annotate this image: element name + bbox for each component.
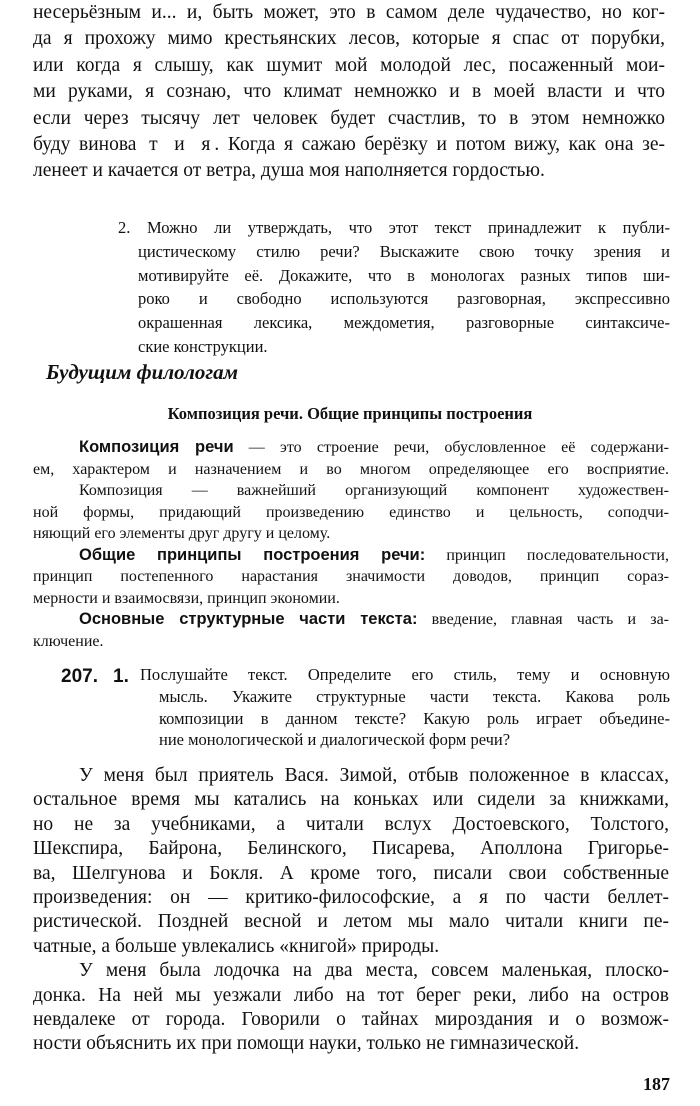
page-number: 187 <box>643 1074 670 1094</box>
text-line: ности объяснить их при помощи науки, только не гимназической. <box>33 1033 580 1055</box>
task-2 <box>118 216 670 359</box>
text-line: если через тысячу лет человек будет счастлив, то в этом немножко <box>33 107 665 129</box>
text-line: ем, характером и назначением и во многом определяющее его восприятие. <box>33 460 669 478</box>
text-fragment: буду винова <box>33 134 137 156</box>
exercise-instructions <box>140 664 670 751</box>
emphasized-text: т и я <box>136 134 215 156</box>
text-line: Послушайте текст. Определите его стиль, тему и основную <box>140 665 670 684</box>
text-line: У меня была лодочка на два места, совсем маленькая, плоско- <box>79 960 669 982</box>
text-fragment: принцип последовательности, <box>425 546 669 564</box>
text-line: ние монологической и диалогической форм речи? <box>159 730 511 750</box>
text-line: или когда я слышу, как шумит мой молодой лес, посаженный мои- <box>33 54 665 76</box>
text-line: принцип постепенного нарастания значимости доводов, принцип сораз- <box>33 568 669 585</box>
term-composition: Композиция речи <box>79 438 234 456</box>
text-line: мысль. Укажите структурные части текста. Какова роль <box>159 686 670 706</box>
text-line <box>33 437 669 459</box>
text-line: ристической. Поздней весной и летом мы мало читали книги пе- <box>33 911 669 933</box>
text-line: остальное время мы катались на коньках или сидели за книжками, <box>33 789 669 811</box>
text-line: няющий его элементы друг другу и целому. <box>33 525 331 542</box>
text-line <box>33 132 665 158</box>
section-subtitle: Композиция речи. Общие принципы построения <box>167 404 533 423</box>
exercise-subnumber: 1. <box>113 666 129 687</box>
text-line: но не за учебниками, а читали вслух Достоевского, Толстого, <box>33 813 669 835</box>
text-line: цистическому стилю речи? Выскажите свою точку зрения и <box>138 241 670 261</box>
text-line: мерности и взаимосвязи, принцип экономии. <box>33 589 340 607</box>
text-line: невдалеке от города. Говорили о тайнах мироздания и о возмож- <box>33 1009 669 1031</box>
intro-paragraph <box>33 0 665 185</box>
text-line: ми руками, я сознаю, что климат немножко и в моей власти и что <box>33 81 665 103</box>
text-line: Композиция — важнейший организующий компонент художествен- <box>79 482 669 499</box>
section-title: Будущим филологам <box>46 360 238 384</box>
text-line: Шекспира, Байрона, Белинского, Писарева, Аполлона Григорье- <box>33 838 669 860</box>
text-fragment: — это строение речи, обусловленное её содержани- <box>233 439 669 456</box>
text-fragment: . Когда я сажаю берёзку и потом вижу, как она зе- <box>214 134 665 156</box>
text-line: ва, Шелгунова и Бокля. А кроме того, писали свои собственные <box>33 862 669 884</box>
term-principles: Общие принципы построения речи: <box>79 545 426 564</box>
text-line: композиции в данном тексте? Какую роль играет объедине- <box>159 708 670 728</box>
text-fragment: введение, главная часть и за- <box>417 611 669 628</box>
text-line: ские конструкции. <box>138 336 268 356</box>
text-line: несерьёзным и... и, быть может, это в самом деле чудачество, но ког- <box>33 2 665 23</box>
theory-block <box>33 437 669 652</box>
text-line <box>33 609 669 631</box>
text-line: роко и свободно используются разговорная, экспрессивно <box>138 289 670 309</box>
text-line: донка. На ней мы уезжали либо на тот берег реки, либо на остров <box>33 984 669 1006</box>
text-line: ленеет и качается от ветра, душа моя наполняется гордостью. <box>33 160 545 182</box>
text-line: 2. Можно ли утверждать, что этот текст принадлежит к публи- <box>118 218 670 237</box>
text-line: ключение. <box>33 632 104 650</box>
text-line: окрашенная лексика, междометия, разговорные синтаксиче- <box>138 313 670 333</box>
text-line: произведения: он — критико-философские, а я по части беллет- <box>33 887 669 909</box>
text-line: ной формы, придающий произведению единство и цельность, соподчи- <box>33 503 669 521</box>
text-line: У меня был приятель Вася. Зимой, отбыв положенное в классах, <box>79 765 669 786</box>
text-line: чатные, а больше увлекались «книгой» природы. <box>33 935 440 957</box>
exercise-number: 207. <box>61 666 98 687</box>
text-line <box>33 545 669 567</box>
story-text <box>33 764 669 1057</box>
text-line: мотивируйте её. Докажите, что в монологах разных типов ши- <box>138 265 670 285</box>
text-line: да я прохожу мимо крестьянских лесов, которые я спас от порубки, <box>33 28 665 50</box>
term-structure: Основные структурные части текста: <box>79 610 418 628</box>
